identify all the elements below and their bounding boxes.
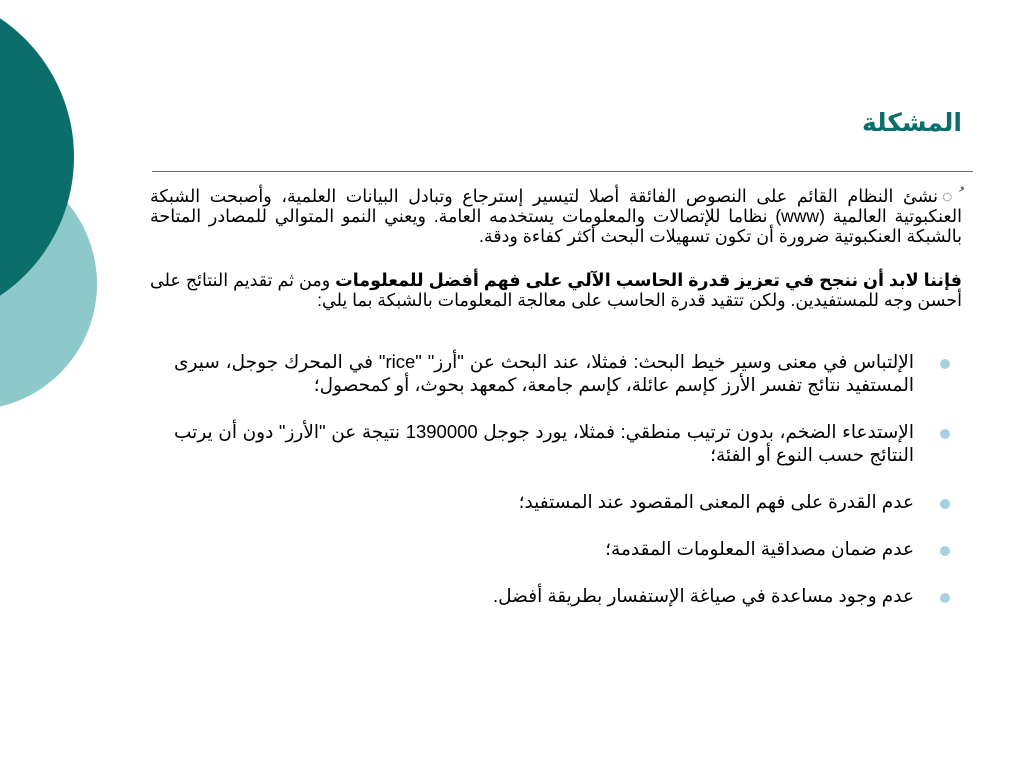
list-item-text: الإلتباس في معنى وسير خيط البحث: فمثلا، عند البحث عن "أرز" "rice" في المحرك جوجل، سيرى المستفيد نتائج تفسر الأرز كإسم عائلة، كإسم جامعة، كمعهد بحوث، أو كمحصول؛	[174, 351, 914, 395]
title-divider	[152, 171, 973, 172]
intro-text: نشئ النظام القائم على النصوص الفائقة أصلا لتيسير إسترجاع وتبادل البيانات العلمية، وأصبحت الشبكة العنكبوتية العالمية (www) نظاما للإتصالات والمعلومات يستخدمه العامة. ويعني النمو المتوالي للمصادر المتاحة بالشبكة العنكبوتية ضرورة أن تكون تسهيلات البحث أكثر كفاءة ودقة.	[150, 186, 962, 246]
bullet-dot-icon	[940, 546, 950, 556]
list-item	[174, 350, 914, 396]
list-item-text: عدم القدرة على فهم المعنى المقصود عند المستفيد؛	[518, 491, 914, 512]
list-item	[174, 584, 914, 607]
bullet-dot-icon	[940, 499, 950, 509]
intro-bullet-icon: ُ◌	[942, 186, 958, 206]
limitations-list	[174, 350, 914, 631]
bullet-dot-icon	[940, 359, 950, 369]
bullet-dot-icon	[940, 593, 950, 603]
slide-title: المشكلة	[861, 109, 962, 137]
list-item	[174, 537, 914, 560]
list-item	[174, 420, 914, 466]
key-statement-rest: ومن ثم تقديم النتائج على أحسن وجه للمستفيدين. ولكن تتقيد قدرة الحاسب على معالجة المعلومات بالشبكة بما يلي:	[150, 270, 962, 310]
list-item-text: عدم وجود مساعدة في صياغة الإستفسار بطريقة أفضل.	[493, 585, 914, 606]
list-item-text: الإستدعاء الضخم، بدون ترتيب منطقي: فمثلا، يورد جوجل 1390000 نتيجة عن "الأرز" دون أن يرتب النتائج حسب النوع أو الفئة؛	[174, 421, 914, 465]
bullet-dot-icon	[940, 429, 950, 439]
list-item	[174, 490, 914, 513]
key-statement-paragraph	[150, 270, 962, 310]
list-item-text: عدم ضمان مصداقية المعلومات المقدمة؛	[605, 538, 914, 559]
key-statement-bold: فإننا لابد أن ننجح في تعزيز قدرة الحاسب الآلي على فهم أفضل للمعلومات	[335, 270, 962, 290]
intro-paragraph	[150, 186, 962, 246]
